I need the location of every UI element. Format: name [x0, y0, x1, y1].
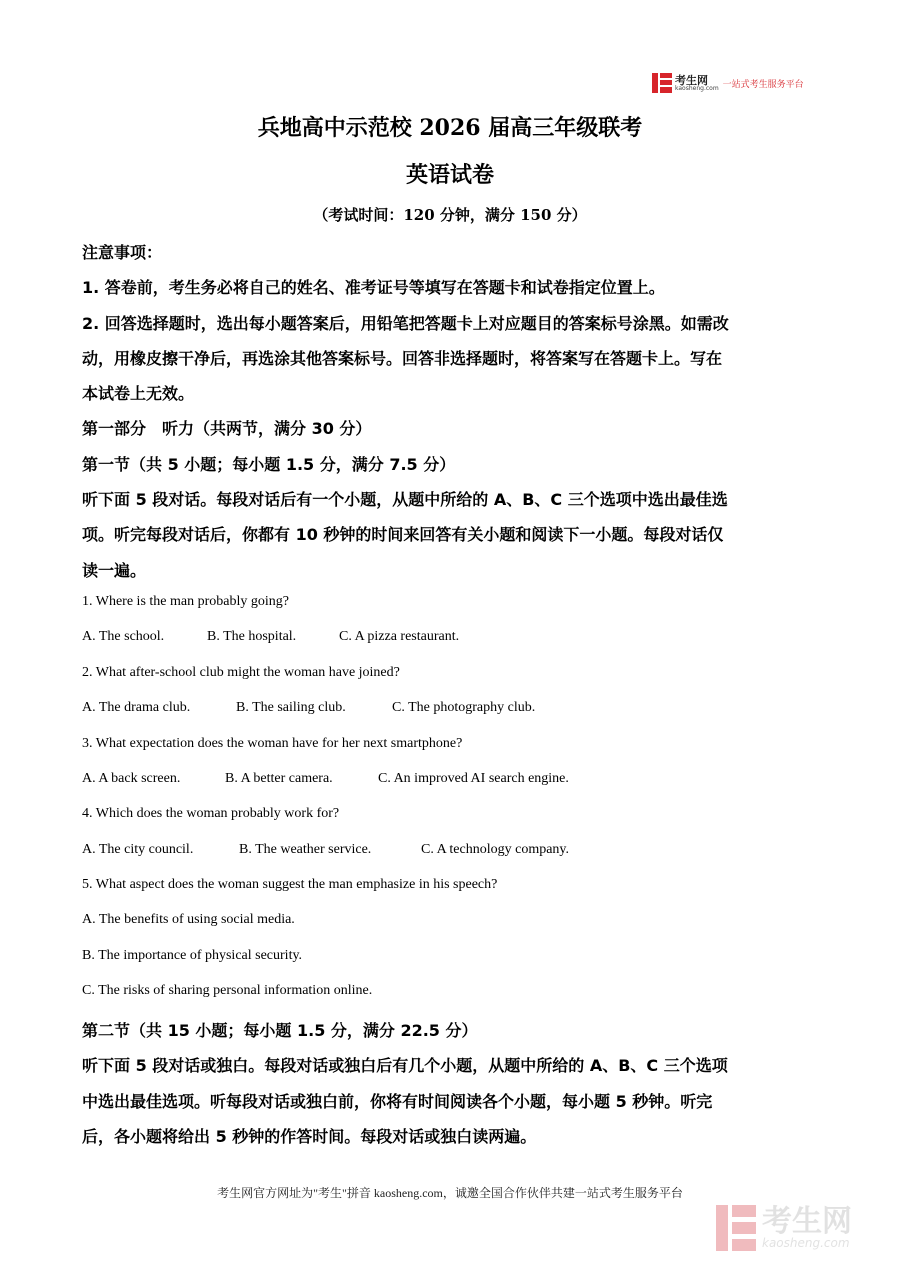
question-5: 5. What aspect does the woman suggest the man emphasize in his speech? — [82, 877, 498, 892]
watermark-logo-icon — [716, 1205, 756, 1251]
section2-instructions-line-2: 中选出最佳选项。听每段对话或独白前，你将有时间阅读各个小题，每小题 5 秒钟。听完 — [82, 1092, 713, 1111]
notes-item-2-line-1: 2. 回答选择题时，选出每小题答案后，用铅笔把答题卡上对应题目的答案标号涂黑。如需改 — [82, 314, 729, 333]
logo-slogan: 一站式考生服务平台 — [722, 79, 804, 90]
option-c: C. The photography club. — [392, 700, 536, 715]
section1-instructions-line-2: 项。听完每段对话后，你都有 10 秒钟的时间来回答有关小题和阅读下一小题。每段对话仅 — [82, 525, 724, 544]
question-5-option-b: B. The importance of physical security. — [82, 948, 303, 963]
section2-instructions-line-1: 听下面 5 段对话或独白。每段对话或独白后有几个小题，从题中所给的 A、B、C 三个选项 — [82, 1056, 728, 1075]
notes-heading: 注意事项： — [82, 243, 163, 262]
part1-heading: 第一部分 听力（共两节，满分 30 分） — [82, 419, 372, 438]
option-a: A. The school. — [82, 629, 165, 644]
option-a: A. The drama club. — [82, 700, 191, 715]
question-2: 2. What after-school club might the woman have joined? — [82, 665, 400, 680]
exam-info: （考试时间：120 分钟，满分 150 分） — [313, 206, 587, 224]
notes-item-1: 1. 答卷前，考生务必将自己的姓名、准考证号等填写在答题卡和试卷指定位置上。 — [82, 278, 665, 297]
question-5-option-c: C. The risks of sharing personal information online. — [82, 983, 373, 998]
question-1-options — [82, 629, 459, 645]
question-5-option-a: A. The benefits of using social media. — [82, 912, 295, 927]
section2-heading: 第二节（共 15 小题；每小题 1.5 分，满分 22.5 分） — [82, 1021, 478, 1040]
section2-instructions-line-3: 后，各小题将给出 5 秒钟的作答时间。每段对话或独白读两遍。 — [82, 1127, 537, 1146]
kaosheng-logo-icon — [652, 73, 672, 93]
question-3: 3. What expectation does the woman have for her next smartphone? — [82, 736, 463, 751]
notes-item-2-line-2: 动，用橡皮擦干净后，再选涂其他答案标号。回答非选择题时，将答案写在答题卡上。写在 — [82, 349, 723, 368]
exam-title: 兵地高中示范校 2026 届高三年级联考 — [257, 115, 643, 141]
watermark-name: 考生网 — [762, 1204, 852, 1239]
option-b: B. The sailing club. — [236, 700, 346, 715]
option-b: B. A better camera. — [225, 771, 333, 786]
notes-item-2-line-3: 本试卷上无效。 — [82, 384, 195, 403]
question-4-options — [82, 842, 569, 858]
option-c: C. A technology company. — [421, 842, 570, 857]
question-2-options — [82, 700, 535, 716]
watermark — [716, 1205, 852, 1251]
brand-logo — [652, 72, 804, 94]
exam-subject: 英语试卷 — [405, 162, 494, 188]
section1-instructions-line-1: 听下面 5 段对话。每段对话后有一个小题，从题中所给的 A、B、C 三个选项中选出最佳选 — [82, 490, 728, 509]
section1-instructions-line-3: 读一遍。 — [82, 561, 147, 580]
page-footer: 考生网官方网址为"考生"拼音 kaosheng.com，诚邀全国合作伙伴共建一站式考生服务平台 — [217, 1186, 683, 1200]
question-1: 1. Where is the man probably going? — [82, 594, 289, 609]
option-b: B. The weather service. — [239, 842, 372, 857]
question-3-options — [82, 771, 569, 787]
option-c: C. An improved AI search engine. — [378, 771, 569, 786]
option-a: A. A back screen. — [82, 771, 181, 786]
section1-heading: 第一节（共 5 小题；每小题 1.5 分，满分 7.5 分） — [82, 455, 456, 474]
question-4: 4. Which does the woman probably work for? — [82, 806, 340, 821]
watermark-url: kaosheng.com — [762, 1236, 850, 1250]
option-b: B. The hospital. — [207, 629, 297, 644]
option-c: C. A pizza restaurant. — [339, 629, 460, 644]
logo-name: 考生网 — [675, 73, 708, 87]
logo-url: kaosheng.com — [675, 84, 719, 92]
option-a: A. The city council. — [82, 842, 194, 857]
